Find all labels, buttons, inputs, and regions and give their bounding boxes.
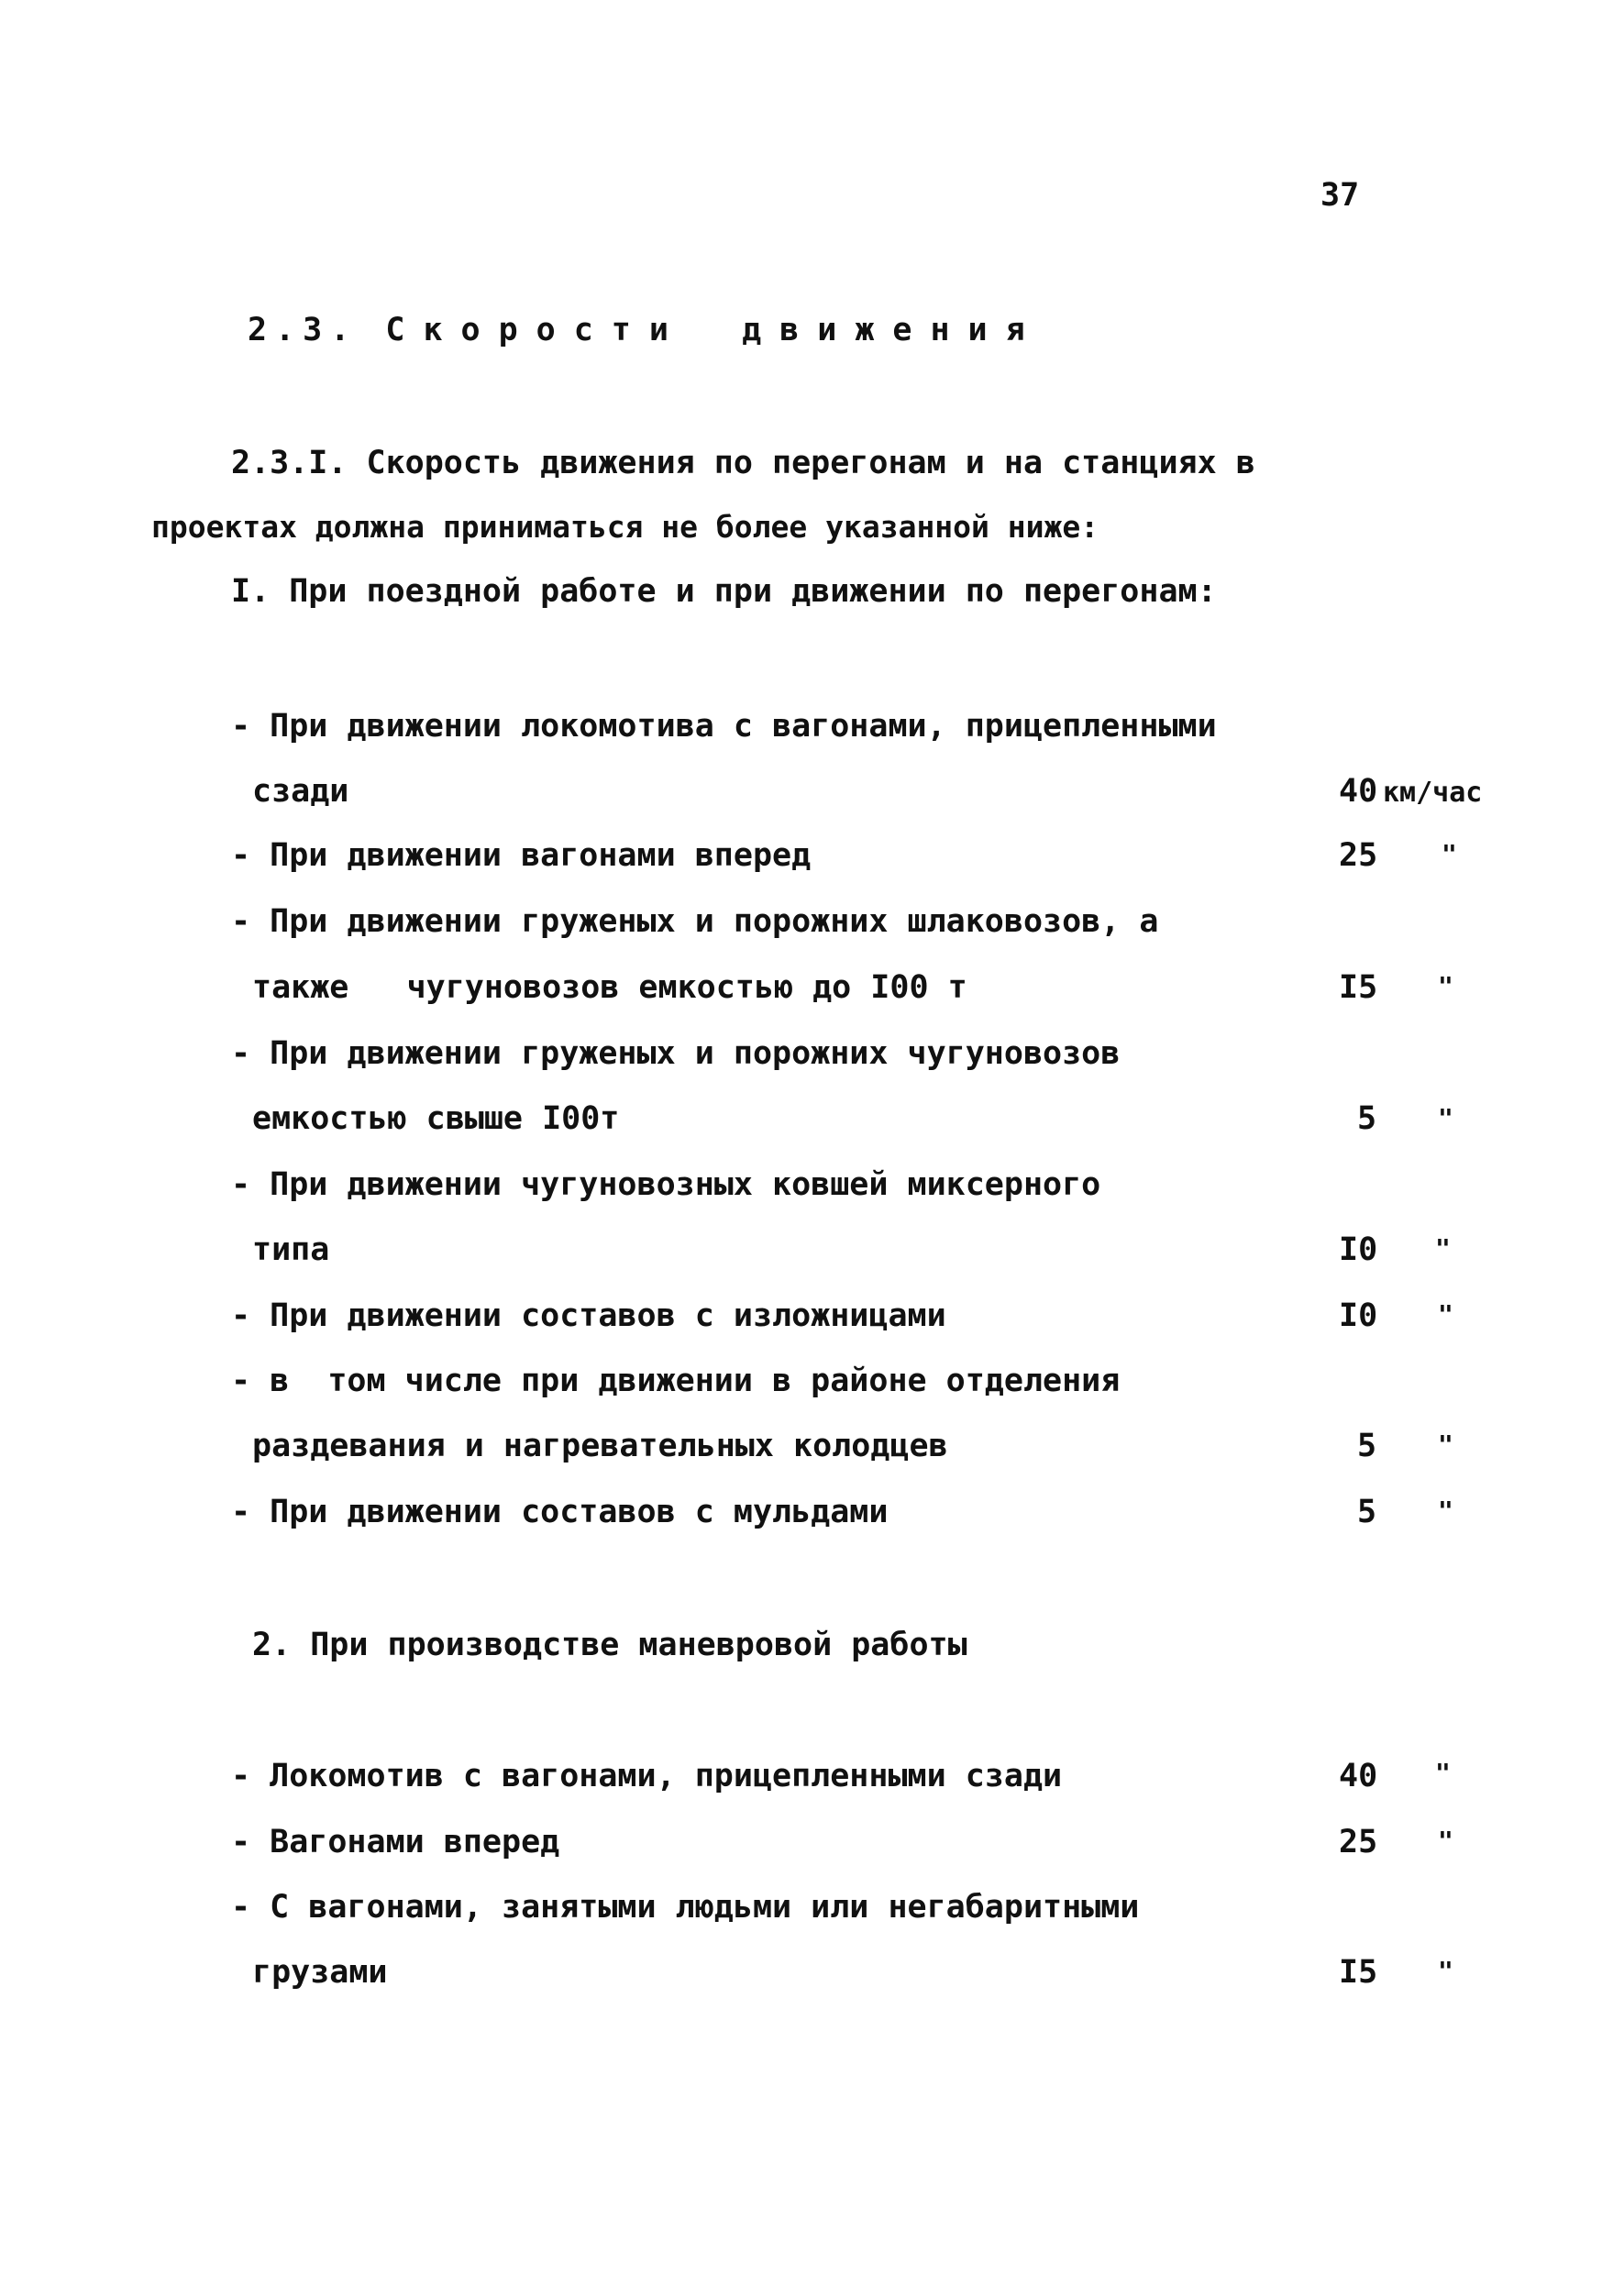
part1-item-1-value: 40 xyxy=(1339,773,1378,810)
part1-item-1-line-1: - При движении локомотива с вагонами, прицепленными xyxy=(231,708,1217,745)
part1-item-5-unit: " xyxy=(1435,1233,1451,1264)
part2-item-1-unit: " xyxy=(1435,1758,1451,1788)
part2-item-2-value: 25 xyxy=(1339,1824,1378,1860)
page-number: 37 xyxy=(1320,177,1360,214)
part1-item-7-line-1: - в том числе при движении в районе отделения xyxy=(231,1363,1121,1399)
section-title-word-2: движения xyxy=(742,312,1044,348)
part1-item-5-value: I0 xyxy=(1339,1231,1378,1268)
part1-item-6-unit: " xyxy=(1438,1299,1453,1330)
part1-item-1-line-2: сзади xyxy=(252,773,349,810)
part1-item-4-unit: " xyxy=(1438,1103,1453,1133)
part1-item-3-line-2: также чугуновозов емкостью до I00 т xyxy=(252,969,967,1006)
part2-item-2-unit: " xyxy=(1438,1826,1453,1856)
part2-item-2-line-1: - Вагонами вперед xyxy=(231,1824,560,1860)
part1-item-4-line-2: емкостью свыше I00т xyxy=(252,1100,620,1137)
part2-item-3-line-1: - С вагонами, занятыми людьми или негабаритными xyxy=(231,1889,1140,1926)
part1-heading: I. При поездной работе и при движении по перегонам: xyxy=(231,573,1217,610)
part2-item-1-value: 40 xyxy=(1339,1758,1378,1794)
part1-item-3-line-1: - При движении груженых и порожних шлаковозов, а xyxy=(231,903,1159,940)
part1-item-2-value: 25 xyxy=(1339,837,1378,874)
part1-item-3-unit: " xyxy=(1438,971,1453,1001)
part1-item-3-value: I5 xyxy=(1339,969,1378,1006)
part1-item-2-unit: " xyxy=(1442,839,1457,869)
part1-item-5-line-2: типа xyxy=(252,1231,330,1268)
intro-line-1: 2.3.I. Скорость движения по перегонам и на станциях в xyxy=(231,445,1255,481)
part2-heading: 2. При производстве маневровой работы xyxy=(252,1627,967,1663)
part1-item-8-value: 5 xyxy=(1357,1494,1377,1530)
part1-item-2-line-1: - При движении вагонами вперед xyxy=(231,837,812,874)
part1-item-8-unit: " xyxy=(1438,1496,1453,1526)
part1-item-7-line-2: раздевания и нагревательных колодцев xyxy=(252,1428,948,1464)
part2-item-3-unit: " xyxy=(1438,1956,1453,1986)
part1-item-4-value: 5 xyxy=(1357,1100,1377,1137)
section-heading xyxy=(248,312,1044,348)
part1-item-6-value: I0 xyxy=(1339,1297,1378,1334)
part1-item-8-line-1: - При движении составов с мульдами xyxy=(231,1494,889,1530)
part2-item-1-line-1: - Локомотив с вагонами, прицепленными сзади xyxy=(231,1758,1063,1794)
section-title-word-1: Скорости xyxy=(385,312,687,348)
part1-item-6-line-1: - При движении составов с изложницами xyxy=(231,1297,946,1334)
intro-line-2: проектах должна приниматься не более указанной ниже: xyxy=(151,509,1099,545)
part1-item-4-line-1: - При движении груженых и порожних чугуновозов xyxy=(231,1035,1121,1072)
part1-item-5-line-1: - При движении чугуновозных ковшей миксерного xyxy=(231,1166,1101,1203)
section-number: 2.3. xyxy=(248,312,359,348)
part1-item-1-unit: км/час xyxy=(1383,777,1483,809)
part1-item-7-unit: " xyxy=(1438,1430,1453,1460)
part1-item-7-value: 5 xyxy=(1357,1428,1377,1464)
part2-item-3-line-2: грузами xyxy=(252,1954,388,1991)
part2-item-3-value: I5 xyxy=(1339,1954,1378,1991)
